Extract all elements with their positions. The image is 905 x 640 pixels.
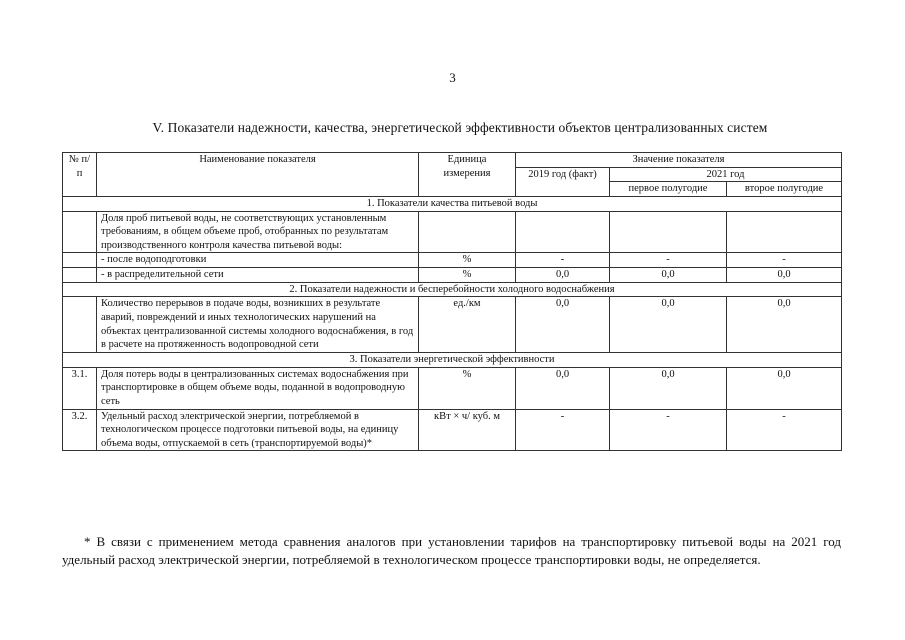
row-value-h1: - xyxy=(610,409,727,451)
header-row-1 xyxy=(63,153,842,168)
row-unit: % xyxy=(419,253,516,268)
table-row xyxy=(63,211,842,253)
row-value-2019: 0,0 xyxy=(516,367,610,409)
row-unit: % xyxy=(419,268,516,283)
group-title-row xyxy=(63,352,842,367)
group-title-row xyxy=(63,196,842,211)
table-row xyxy=(63,268,842,283)
table-row xyxy=(63,367,842,409)
row-value-h1: 0,0 xyxy=(610,367,727,409)
row-value-h1: 0,0 xyxy=(610,268,727,283)
table-row xyxy=(63,253,842,268)
row-num xyxy=(63,253,97,268)
row-num xyxy=(63,297,97,353)
row-value-2019: 0,0 xyxy=(516,297,610,353)
row-value-2019 xyxy=(516,211,610,253)
header-unit: Единица измерения xyxy=(419,153,516,197)
row-num: 3.1. xyxy=(63,367,97,409)
row-num xyxy=(63,268,97,283)
row-value-2019: - xyxy=(516,253,610,268)
header-first-half: первое полугодие xyxy=(610,182,727,197)
header-num: № п/п xyxy=(63,153,97,197)
row-value-h2 xyxy=(727,211,842,253)
row-value-h1 xyxy=(610,211,727,253)
table-row xyxy=(63,297,842,353)
row-name: Количество перерывов в подаче воды, возникших в результате аварий, повреждений и иных технологических нарушений на объектах централизованной системы холодного водоснабжения, в год в расчете на протяженность водопроводной сети xyxy=(97,297,419,353)
row-value-h2: - xyxy=(727,409,842,451)
indicators-table xyxy=(62,152,842,451)
section-title: V. Показатели надежности, качества, энергетической эффективности объектов централизованных систем xyxy=(152,120,768,135)
group-title: 3. Показатели энергетической эффективности xyxy=(63,352,842,367)
row-unit: ед./км xyxy=(419,297,516,353)
row-num: 3.2. xyxy=(63,409,97,451)
row-name: Доля потерь воды в централизованных системах водоснабжения при транспортировке в общем объеме воды, поданной в водопроводную сеть xyxy=(97,367,419,409)
header-year-2019: 2019 год (факт) xyxy=(516,167,610,196)
row-value-2019: 0,0 xyxy=(516,268,610,283)
group-title: 1. Показатели качества питьевой воды xyxy=(63,196,842,211)
group-title-row xyxy=(63,282,842,297)
row-name: Доля проб питьевой воды, не соответствующих установленным требованиям, в общем объеме проб, отобранных по результатам производственного контроля качества питьевой воды: xyxy=(97,211,419,253)
group-title: 2. Показатели надежности и бесперебойности холодного водоснабжения xyxy=(63,282,842,297)
header-second-half: второе полугодие xyxy=(727,182,842,197)
row-unit: % xyxy=(419,367,516,409)
row-num xyxy=(63,211,97,253)
header-name: Наименование показателя xyxy=(97,153,419,197)
row-value-h1: 0,0 xyxy=(610,297,727,353)
row-name: - в распределительной сети xyxy=(97,268,419,283)
row-value-h2: 0,0 xyxy=(727,297,842,353)
row-name: Удельный расход электрической энергии, потребляемой в технологическом процессе подготовки питьевой воды, на единицу объема воды, отпускаемой в сеть (транспортируемой воды)* xyxy=(97,409,419,451)
row-value-h1: - xyxy=(610,253,727,268)
row-value-h2: 0,0 xyxy=(727,268,842,283)
row-unit xyxy=(419,211,516,253)
header-year-2021: 2021 год xyxy=(610,167,842,182)
table-row xyxy=(63,409,842,451)
row-value-h2: 0,0 xyxy=(727,367,842,409)
row-value-h2: - xyxy=(727,253,842,268)
footnote: * В связи с применением метода сравнения аналогов при установлении тарифов на транспортировку питьевой воды на 2021 год удельный расход электрической энергии, потребляемой в технологическом процессе транспортировки воды, не определяется. xyxy=(62,534,841,567)
row-unit: кВт × ч/ куб. м xyxy=(419,409,516,451)
page-number: 3 xyxy=(449,70,456,85)
header-value-group: Значение показателя xyxy=(516,153,842,168)
row-value-2019: - xyxy=(516,409,610,451)
row-name: - после водоподготовки xyxy=(97,253,419,268)
